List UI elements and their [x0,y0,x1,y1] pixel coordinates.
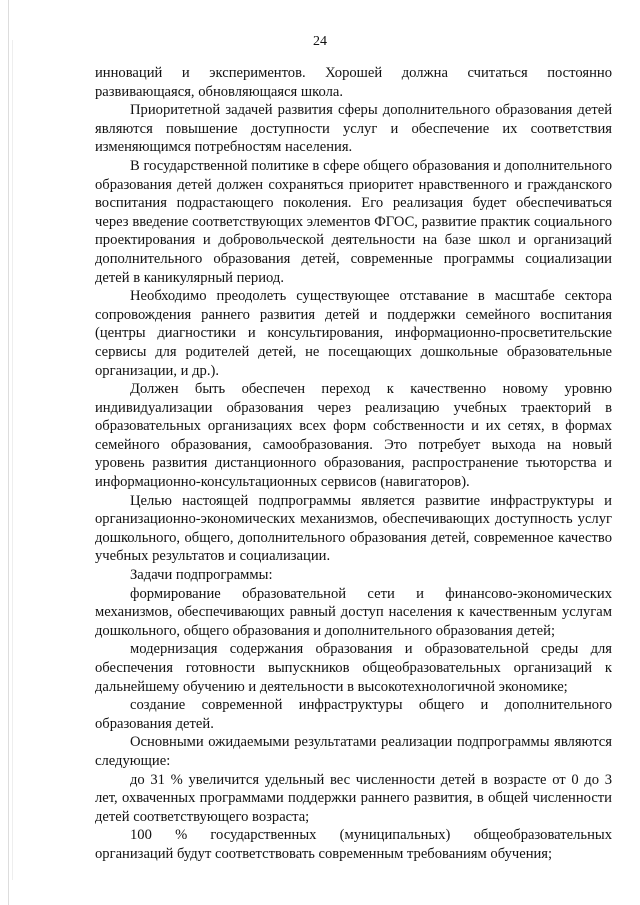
list-item: модернизация содержания образования и образовательной среды для обеспечения готовности выпускников общеобразовательных организаций к дальнейшему обучению и деятельности в высокотехнологичной экономике; [95,641,612,695]
paragraph: Целью настоящей подпрограммы является развитие инфраструктуры и организационно-экономических механизмов, обеспечивающих доступность услуг дошкольного, общего, дополнительного образования детей, современное качество учебных результатов и социализации. [95,492,612,565]
paragraph: В государственной политике в сфере общего образования и дополнительного образования детей должен сохраняться приоритет нравственного и гражданского воспитания подрастающего поколения. Его реализация будет обеспечиваться через введение соответствующих элементов ФГОС, развитие практик социального проектирования и добровольческой деятельности на базе школ и организаций дополнительного образования детей, современные программы социализации детей в каникулярный период. [95,157,612,286]
scan-edge-line [8,0,9,905]
paragraph: Основными ожидаемыми результатами реализации подпрограммы являются следующие: [95,734,612,769]
paragraph: Задачи подпрограммы: [130,567,273,584]
list-item: формирование образовательной сети и финансово-экономических механизмов, обеспечивающих равный доступ населения к качественным услугам дошкольного, общего образования и дополнительного образования детей; [95,585,612,639]
paragraph: Приоритетной задачей развития сферы дополнительного образования детей являются повышение доступности услуг и обеспечение их соответствия изменяющимся потребностям населения. [95,102,612,156]
document-body [95,64,612,864]
paragraph: Должен быть обеспечен переход к качественно новому уровню индивидуализации образования через реализацию учебных траекторий в образовательных организациях всех форм собственности и их сетях, в формах семейного образования, самообразования. Это потребует выхода на новый уровень развития дистанционного образования, распространение тьюторства и информационно-консультационных сервисов (навигаторов). [95,381,612,491]
scan-edge-line [12,40,13,880]
page-number: 24 [313,34,327,49]
paragraph: Необходимо преодолеть существующее отставание в масштабе сектора сопровождения раннего развития детей и поддержки семейного воспитания (центры диагностики и консультирования, информационно-просветительские сервисы для родителей детей, не посещающих дошкольные образовательные организации, и др.). [95,288,612,379]
list-item: до 31 % увеличится удельный вес численности детей в возрасте от 0 до 3 лет, охваченных программами поддержки раннего развития, в общей численности детей соответствующего возраста; [95,771,612,825]
list-item: создание современной инфраструктуры общего и дополнительного образования детей. [95,697,612,732]
paragraph: инноваций и экспериментов. Хорошей должна считаться постоянно развивающаяся, обновляющаяся школа. [95,65,612,100]
list-item: 100 % государственных (муниципальных) общеобразовательных организаций будут соответствовать современным требованиям обучения; [95,827,612,862]
